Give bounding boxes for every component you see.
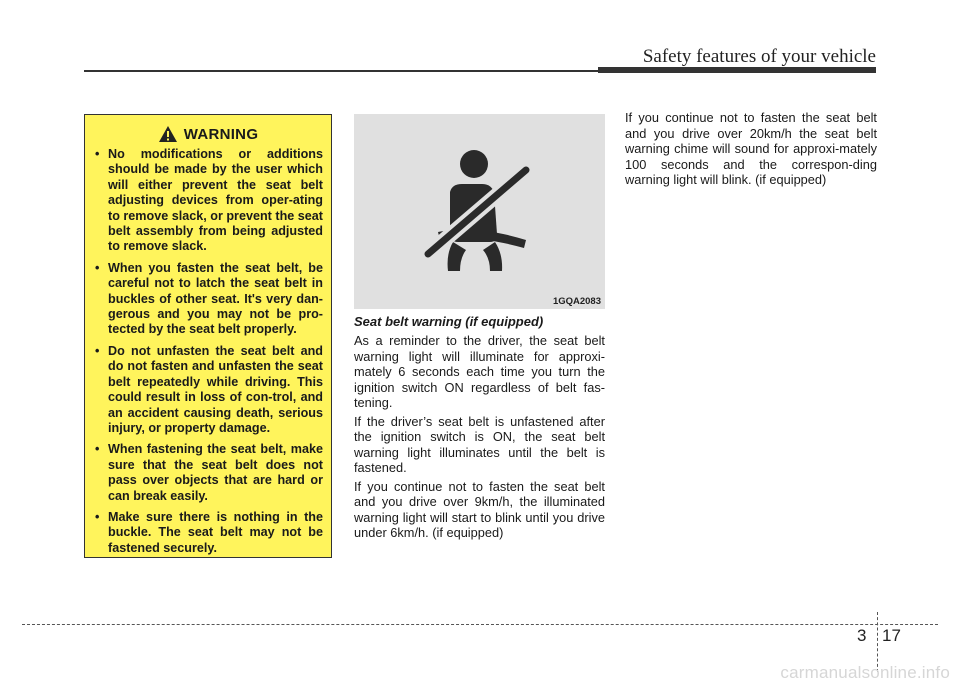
paragraph: If the driver’s seat belt is unfastened after the ignition switch is ON, the seat belt warning light illuminates until the belt is fastened. <box>354 413 605 475</box>
footer-rule <box>22 624 938 625</box>
right-column <box>625 110 877 191</box>
warning-item: • Make sure there is nothing in the buckle. The seat belt may not be fastened securely. <box>93 510 323 556</box>
seat-belt-figure <box>354 114 605 309</box>
warning-item: • Do not unfasten the seat belt and do not fasten and unfasten the seat belt repeatedly while driving. This could result in loss of con-trol, and an accident causing death, serious injury, or property damage. <box>93 344 323 436</box>
middle-column <box>354 314 605 544</box>
warning-title: WARNING <box>183 125 259 143</box>
paragraph: If you continue not to fasten the seat belt and you drive over 20km/h the seat belt warning chime will sound for approxi-mately 100 seconds and the correspon-ding warning light will blink. (if equipped) <box>625 110 877 187</box>
warning-box <box>84 114 332 558</box>
header-rule-accent <box>598 67 876 73</box>
warning-triangle-icon <box>158 125 178 143</box>
figure-code: 1GQA2083 <box>552 296 601 307</box>
chapter-number: 3 <box>857 626 867 645</box>
paragraph: If you continue not to fasten the seat belt and you drive over 9km/h, the illuminated warning light will start to blink until you drive under 6km/h. (if equipped) <box>354 478 605 540</box>
watermark: carmanualsonline.info <box>780 663 950 682</box>
warning-list <box>93 147 323 556</box>
warning-item: • When you fasten the seat belt, be careful not to latch the seat belt in buckles of other seat. It's very dan-gerous and you may not be pro-tected by the seat belt properly. <box>93 261 323 338</box>
warning-header <box>93 125 323 143</box>
warning-item: • No modifications or additions should be made by the user which will either prevent the seat belt adjusting devices from oper-ating to remove slack, or prevent the seat belt assembly from being adjusted to remove slack. <box>93 147 323 255</box>
section-title: Seat belt warning (if equipped) <box>354 314 544 329</box>
seat-belt-warning-icon <box>354 114 605 309</box>
paragraph: As a reminder to the driver, the seat belt warning light will illuminate for approxi-mately 6 seconds each time you turn the ignition switch ON regardless of belt fas-tening. <box>354 333 605 410</box>
header-title: Safety features of your vehicle <box>642 46 876 67</box>
warning-item: • When fastening the seat belt, make sure that the seat belt does not pass over objects that are hard or can break easily. <box>93 442 323 504</box>
page-number: 17 <box>882 626 901 645</box>
